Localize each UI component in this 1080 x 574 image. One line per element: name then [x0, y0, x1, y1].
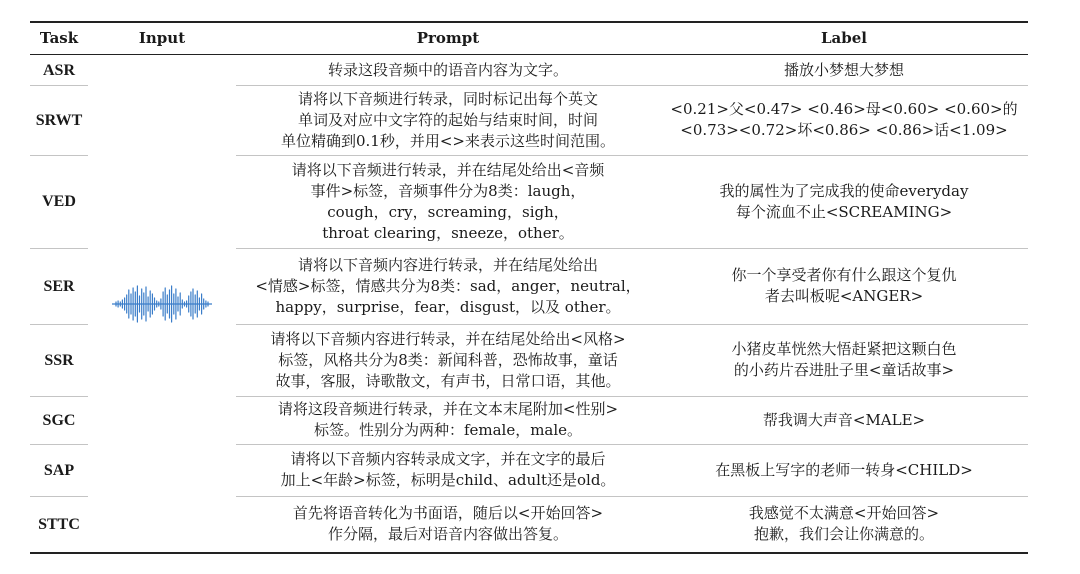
task-cell: VED: [42, 193, 76, 210]
prompt-line: 标签，风格共分为8类：新闻科普，恐怖故事，童话: [278, 350, 618, 369]
label-line: 者去叫板呢<ANGER>: [764, 287, 924, 305]
prompt-line: happy，surprise，fear，disgust，以及 other。: [275, 297, 621, 316]
prompt-line: 转录这段音频中的语音内容为文字。: [327, 60, 568, 79]
prompt-cell: [236, 444, 660, 496]
prompt-line: 单词及对应中文字符的起始与结束时间，时间: [297, 110, 598, 129]
label-cell: [660, 248, 1028, 324]
label-line: 你一个享受者你有什么跟这个复仇: [731, 266, 957, 284]
prompt-cell: [236, 324, 660, 396]
label-cell: [660, 85, 1028, 155]
prompt-cell: [236, 85, 660, 155]
task-cell: SER: [43, 277, 75, 295]
prompt-line: 请将以下音频进行转录，并在结尾处给出<音频: [291, 160, 605, 179]
prompt-line: 加上<年龄>标签，标明是child、adult还是old。: [280, 471, 616, 489]
prompt-cell: [236, 155, 660, 248]
header-input: Input: [138, 29, 186, 47]
prompt-line: 请将这段音频进行转录，并在文本末尾附加<性别>: [277, 400, 619, 418]
label-cell: [660, 155, 1028, 248]
label-line: 的小药片吞进肚子里<童话故事>: [733, 361, 955, 379]
prompt-line: throat clearing，sneeze，other。: [322, 223, 574, 242]
prompt-line: 事件>标签，音频事件分为8类：laugh，: [310, 181, 586, 200]
prompt-cell: [236, 496, 660, 552]
header-task: Task: [39, 29, 79, 47]
label-cell: [660, 444, 1028, 496]
input-cell: [88, 55, 236, 552]
task-cell: STTC: [38, 515, 80, 533]
task-cell: SGC: [42, 411, 76, 429]
label-cell: [660, 55, 1028, 85]
label-line: 我的属性为了完成我的使命everyday: [719, 181, 969, 200]
label-cell: [660, 496, 1028, 552]
header-label: Label: [821, 29, 867, 47]
prompt-cell: [236, 55, 660, 85]
prompt-line: <情感>标签，情感共分为8类：sad，anger，neutral，: [255, 276, 641, 295]
prompt-line: 请将以下音频内容进行转录，并在结尾处给出: [297, 255, 598, 274]
task-cell: SRWT: [35, 111, 83, 129]
prompt-line: 请将以下音频进行转录，同时标记出每个英文: [297, 89, 598, 108]
task-cell: ASR: [42, 61, 75, 79]
label-line: 帮我调大声音<MALE>: [762, 410, 926, 429]
prompt-cell: [236, 248, 660, 324]
label-line: 抱歉，我们会让你满意的。: [753, 525, 934, 543]
label-line: 在黑板上写字的老师一转身<CHILD>: [715, 460, 973, 479]
label-line: <0.21>父<0.47> <0.46>母<0.60> <0.60>的: [670, 100, 1018, 118]
label-cell: [660, 324, 1028, 396]
task-cell: SAP: [43, 461, 75, 479]
prompt-line: 单位精确到0.1秒，并用<>来表示这些时间范围。: [281, 131, 615, 150]
prompt-line: cough，cry，screaming，sigh，: [327, 202, 569, 221]
prompt-cell: [236, 396, 660, 444]
label-line: 播放小梦想大梦想: [783, 60, 904, 79]
prompt-line: 首先将语音转化为书面语，随后以<开始回答>: [292, 504, 604, 522]
label-line: 小猪皮革恍然大悟赶紧把这颗白色: [731, 340, 957, 358]
label-line: <0.73><0.72>坏<0.86> <0.86>话<1.09>: [680, 121, 1008, 139]
prompt-line: 标签。性别分为两种：female，male。: [313, 421, 583, 439]
audio-waveform-icon: [112, 282, 212, 326]
label-line: 我感觉不太满意<开始回答>: [748, 504, 940, 522]
prompt-line: 请将以下音频内容转录成文字，并在文字的最后: [290, 450, 606, 468]
task-cell: SSR: [44, 351, 74, 369]
header-prompt: Prompt: [416, 29, 480, 47]
prompt-line: 请将以下音频内容进行转录，并在结尾处给出<风格>: [270, 329, 626, 348]
label-line: 每个流血不止<SCREAMING>: [735, 202, 953, 221]
label-cell: [660, 396, 1028, 444]
bottom-rule: [30, 552, 1028, 554]
prompt-line: 故事，客服，诗歌散文，有声书，日常口语，其他。: [275, 371, 621, 390]
prompt-line: 作分隔，最后对语音内容做出答复。: [327, 525, 568, 543]
